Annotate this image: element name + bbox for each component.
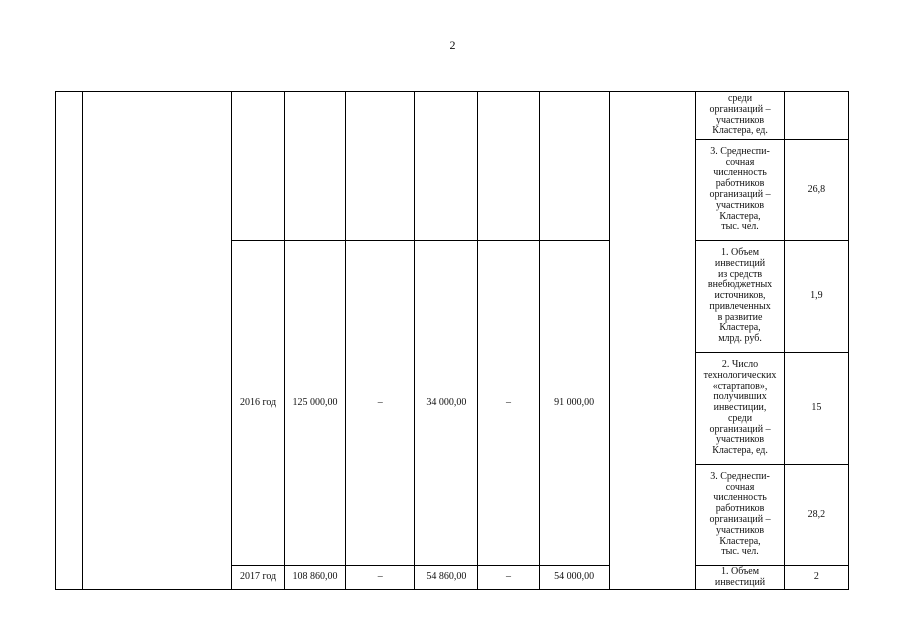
indicator-line: Кластера, xyxy=(719,535,761,547)
indicator-line: из средств xyxy=(717,268,763,280)
number-cell xyxy=(56,92,83,590)
event-name-cell xyxy=(83,92,232,590)
indicator-line: источников, xyxy=(714,290,766,302)
table-row xyxy=(56,92,849,140)
indicator-line: Кластера, xyxy=(719,210,761,222)
year-cell-continued xyxy=(232,92,285,241)
indicator-line: тыс. чел. xyxy=(721,546,759,558)
local-budget-cell: – xyxy=(478,241,539,566)
indicator-line: среди xyxy=(727,412,753,424)
indicator-line: получивших xyxy=(713,391,767,403)
indicator-line: работников xyxy=(715,178,765,190)
indicator-line: 2. Число xyxy=(721,358,759,370)
extrabudget-cell: 54 000,00 xyxy=(539,566,609,590)
indicator-cell xyxy=(696,465,785,566)
total-cell: 108 860,00 xyxy=(285,566,346,590)
indicator-line: млрд. руб. xyxy=(718,333,762,345)
indicator-line: внебюджетных xyxy=(707,279,773,291)
indicator-line: организаций – xyxy=(709,423,771,435)
extrabudget-cell: 91 000,00 xyxy=(539,241,609,566)
indicator-line: привлеченных xyxy=(709,300,771,312)
indicator-line: Кластера, xyxy=(719,322,761,334)
indicator-value-cell: 1,9 xyxy=(784,241,848,353)
indicator-line: 3. Среднеспи- xyxy=(710,470,770,482)
regional-budget-cell: 54 860,00 xyxy=(415,566,478,590)
indicator-line: численность xyxy=(713,167,767,179)
regional-budget-cell: 34 000,00 xyxy=(415,241,478,566)
indicator-value-cell: 2 xyxy=(784,566,848,590)
federal-budget-cell: – xyxy=(346,566,415,590)
indicator-line: участников xyxy=(716,434,765,446)
indicator-line: участников xyxy=(716,114,765,126)
page-number: 2 xyxy=(449,38,456,52)
year-cell: 2017 год xyxy=(232,566,285,590)
indicator-line: численность xyxy=(713,492,767,504)
indicator-line: среди xyxy=(727,92,753,104)
indicator-line: инвестиции, xyxy=(713,402,767,414)
program-funding-table xyxy=(55,91,849,590)
total-cell-continued xyxy=(285,92,346,241)
indicator-line: Кластера, ед. xyxy=(712,445,768,457)
indicator-line: сочная xyxy=(725,481,755,493)
indicator-line: организаций – xyxy=(709,514,771,525)
indicator-cell xyxy=(696,140,785,241)
federal-budget-cell: – xyxy=(346,241,415,566)
indicator-cell xyxy=(696,353,785,465)
indicator-line: 3. Среднеспи- xyxy=(710,145,770,157)
local-budget-cell-continued xyxy=(478,92,539,241)
indicator-line: технологических xyxy=(703,369,777,381)
indicator-line: организаций – xyxy=(709,103,771,115)
indicator-cell xyxy=(696,566,785,590)
indicator-line: сочная xyxy=(725,156,755,168)
indicator-line: инвестиций xyxy=(714,576,766,588)
indicator-value-cell: 26,8 xyxy=(784,140,848,241)
indicator-line: инвестиций xyxy=(714,257,766,269)
indicator-cell xyxy=(696,92,785,140)
indicator-value-cell: 28,2 xyxy=(784,465,848,566)
indicator-line: участников xyxy=(716,524,765,536)
total-cell: 125 000,00 xyxy=(285,241,346,566)
indicator-line: работников xyxy=(715,503,765,515)
indicator-line: в развитие xyxy=(717,311,763,323)
extrabudget-cell-continued xyxy=(539,92,609,241)
indicator-line: организаций – xyxy=(709,189,771,200)
indicator-value-cell xyxy=(784,92,848,140)
regional-budget-cell-continued xyxy=(415,92,478,241)
year-cell: 2016 год xyxy=(232,241,285,566)
indicator-line: участников xyxy=(716,199,765,211)
indicator-cell xyxy=(696,241,785,353)
local-budget-cell: – xyxy=(478,566,539,590)
indicator-value-cell: 15 xyxy=(784,353,848,465)
indicator-line: Кластера, ед. xyxy=(712,125,768,137)
indicator-line: 1. Объем xyxy=(721,246,760,258)
indicator-line: тыс. чел. xyxy=(721,221,759,233)
executor-cell xyxy=(609,92,696,590)
indicator-line: 1. Объем xyxy=(721,565,760,577)
indicator-line: «стартапов», xyxy=(712,380,768,392)
federal-budget-cell-continued xyxy=(346,92,415,241)
